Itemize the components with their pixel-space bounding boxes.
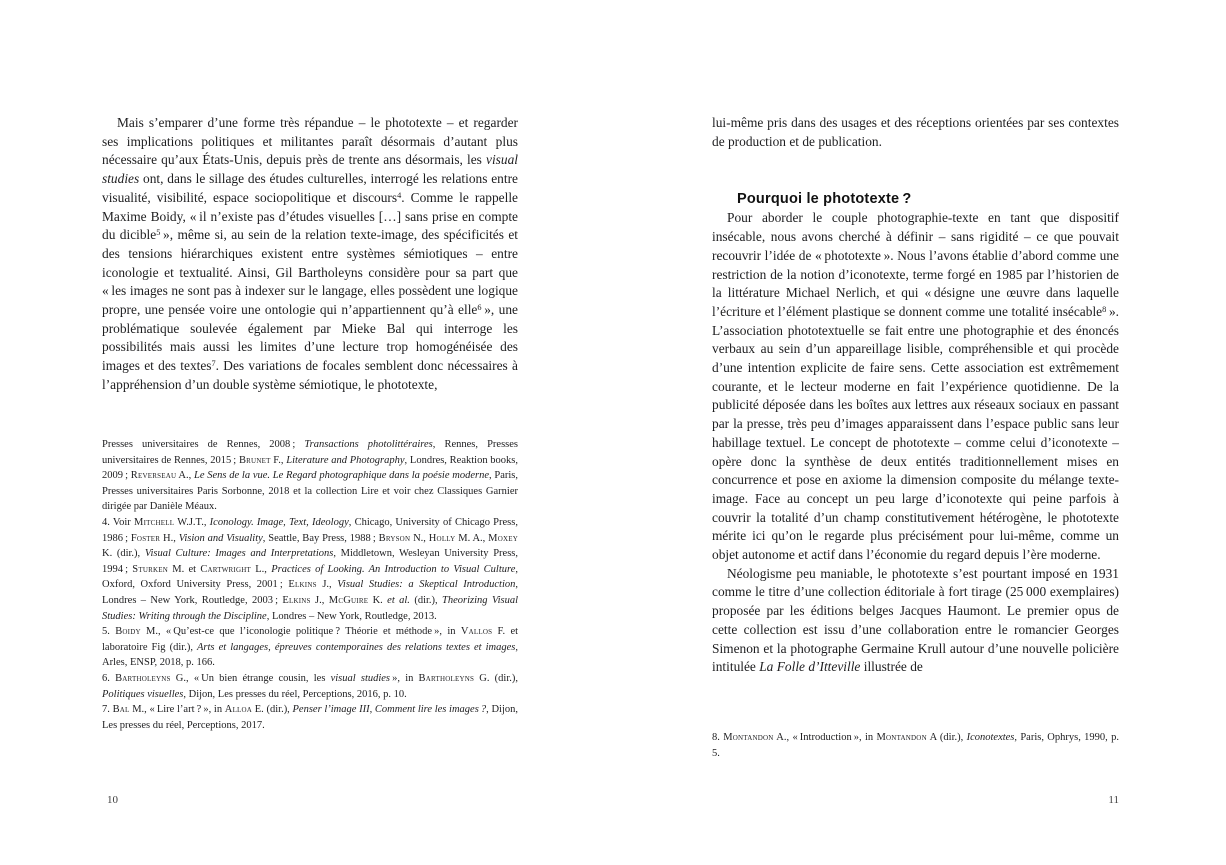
text-segment: Vallos — [460, 626, 493, 638]
footnote-4 — [102, 515, 518, 624]
text-segment: , Seattle, Bay Press, 1988 ; — [262, 532, 379, 544]
text-segment: , Paris, Presses universitaires Paris Sorbonne, 2018 et la collection Lire et voir chez Classiques Garnier dirigée par Danièle Méaux. — [102, 470, 518, 513]
text-segment: Mitchell — [134, 516, 175, 528]
right-page-body — [712, 114, 1119, 730]
text-segment: Theorizing Visual Studies: Writing through the Discipline — [102, 594, 518, 622]
text-segment: A., — [176, 470, 194, 482]
text-segment: J., — [316, 579, 338, 591]
right-page-number: 11 — [1108, 794, 1119, 806]
left-page-column — [102, 114, 518, 733]
left-page-footnotes — [102, 437, 518, 733]
text-segment: , Rennes, Presses universitaires de Rennes, 2015 ; — [102, 439, 518, 466]
text-segment: Pour aborder le couple photographie-texte en tant que dispositif insécable, nous avons cherché à définir – sans rigidité – ce que pouvait recouvrir l’idée de « phototexte ». Nous l’avons établie d’abord comme une restriction de la notion d’iconotexte, terme forgé en 1985 par l’historien de la littérature Michael Nerlich, et qui « désigne une œuvre dans laquelle l’écriture et l’élément plastique se donnent comme une totalité insécable — [712, 210, 1119, 319]
text-segment: Penser l’image III, Comment lire les images ? — [292, 704, 487, 716]
text-segment: », même si, au sein de la relation texte-image, des spécificités et des tensions hiérarchiques existent entre systèmes sémiotiques – entre iconologie et textualité. Ainsi, Gil Bartholeyns considère pour sa part que « les images ne sont pas à indexer sur le langage, elles possèdent une logique propre, une pensée voire une ontologie qui n’appartiennent qu’à elle — [102, 227, 518, 318]
footnote-7 — [102, 702, 518, 733]
text-segment: Mais s’emparer d’une forme très répandue – le phototexte – et regarder ses implications politiques et militantes paraît désormais d’autant plus nécessaire qu’aux États-Unis, depuis près de trente ans désormais, les — [102, 115, 518, 168]
text-segment: H., — [160, 532, 179, 544]
text-segment: Boidy — [115, 626, 141, 638]
text-segment: M. A., — [455, 532, 489, 544]
text-segment: G., « Un bien étrange cousin, les — [170, 672, 331, 684]
text-segment: Néologisme peu maniable, le phototexte s’est pourtant imposé en 1931 comme le titre d’une collection éditoriale à fort tirage (25 000 exemplaires) proposée par les éditions belges Jacques Haumont. Le premier opus de cette collection est issu d’une collaboration entre le romancier Georges Simenon et la photographe Germaine Krull autour d’une nouvelle policière intitulée — [712, 565, 1119, 675]
text-segment: 4 — [397, 191, 402, 201]
right-page-section-body — [712, 209, 1119, 677]
text-segment: , Londres, Reaktion books, 2009 ; — [102, 454, 519, 482]
text-segment: Montandon — [876, 732, 927, 743]
text-segment: 5. — [102, 626, 116, 638]
text-segment: Bal — [112, 704, 130, 716]
left-page-body — [102, 114, 518, 437]
text-segment: , Chicago, University of Chicago Press, 1986 ; — [102, 516, 518, 544]
text-segment: G. (dir.), — [474, 672, 519, 684]
text-segment: A (dir.), — [926, 732, 967, 743]
text-segment: Elkins — [288, 579, 317, 591]
right-page-intro — [712, 114, 1119, 151]
text-segment: ». L’association phototextuelle se fait entre une photographie et des énoncés verbaux au sein d’un appareillage lisible, compréhensible et qui procède d’une intention explicite de faire sens. Cette association est extrêmement courante, et le lecteur moderne en fait l’expérience quotidienne. De la publicité déposée dans les boîtes aux lettres aux réseaux sociaux en passant par la presse, très peu d’images apparaissent dans l’espace public sans leur habillage textuel. Le concept de phototexte – comme celui d’iconotexte – opère donc la synthèse de deux entités traditionnellement mises en concurrence et pose en axiome la dimension composite du mélange texte-image. Face au concept un peu large d’iconotexte qui peine parfois à couvrir la totalité d’un champ constitutivement hétérogène, le phototexte mérite ici qu’on le regarde plus précisément pour lui-même, comme un objet autonome et actif dans l’économie du regard depuis l’ère moderne. — [712, 303, 1119, 563]
text-segment: K. (dir.), — [102, 548, 145, 560]
text-segment: Moxey — [488, 532, 518, 544]
text-segment: Montandon — [723, 732, 774, 743]
text-segment: , Oxford, Oxford University Press, 2001 ; — [102, 563, 518, 591]
text-segment: K. — [368, 594, 388, 606]
text-segment: Literature and Photography — [286, 454, 405, 466]
text-segment: Reverseau — [130, 470, 177, 482]
text-segment: 6 — [477, 303, 482, 313]
text-segment: 6. — [102, 672, 116, 684]
text-segment: Iconology. Image, Text, Ideology — [209, 516, 349, 528]
text-segment: Presses universitaires de Rennes, 2008 ; — [102, 439, 305, 450]
text-segment: Bryson — [378, 532, 411, 544]
text-segment: Le Sens de la vue. Le Regard photographique dans la poésie moderne — [194, 470, 489, 482]
text-segment: , Londres – New York, Routledge, 2013. — [266, 610, 437, 622]
text-segment: L., — [251, 563, 272, 575]
text-segment: Arts et langages, épreuves contemporaines des relations textes et images — [197, 641, 516, 653]
text-segment: visual studies — [102, 152, 518, 187]
text-segment: W.J.T., — [174, 516, 210, 528]
footnote-8 — [712, 730, 1119, 761]
right-page-column — [712, 114, 1119, 761]
text-segment: J., — [310, 594, 329, 606]
continuation-paragraph — [712, 114, 1119, 151]
text-segment: , Arles, ENSP, 2018, p. 166. — [102, 641, 518, 669]
text-segment: . Des variations de focales semblent donc nécessaires à l’appréhension d’un double système sémiotique, le phototexte, — [102, 358, 518, 392]
section-paragraph — [712, 565, 1119, 677]
text-segment: visual studies — [330, 672, 391, 684]
main-paragraph — [102, 114, 518, 395]
text-segment: illustrée de — [860, 659, 923, 675]
right-page-footnotes — [712, 730, 1119, 761]
text-segment: 7 — [211, 359, 216, 369]
text-segment: , Paris, Ophrys, 1990, p. 5. — [712, 732, 1119, 759]
left-page-number: 10 — [107, 794, 118, 806]
text-segment: 7. — [102, 704, 113, 716]
text-segment: N., — [410, 532, 429, 544]
footnote-continuation — [102, 437, 518, 515]
text-segment: F., — [270, 454, 287, 466]
text-segment: Practices of Looking. An Introduction to Visual Culture — [271, 563, 516, 575]
text-segment: Holly — [428, 532, 456, 544]
text-segment: Elkins — [282, 594, 311, 606]
text-segment: M. et — [167, 563, 201, 575]
text-segment: M., « Qu’est-ce que l’iconologie politique ? Théorie et méthode », in — [140, 626, 461, 638]
text-segment: 8 — [1102, 305, 1107, 315]
text-segment: 8. — [712, 732, 724, 743]
text-segment: , Dijon, Les presses du réel, Perceptions, 2016, p. 10. — [183, 688, 407, 700]
text-segment: Vision and Visuality — [178, 532, 263, 544]
footnote-5 — [102, 624, 518, 671]
section-heading: Pourquoi le phototexte ? — [737, 191, 912, 208]
text-segment: et al. — [387, 594, 410, 606]
text-segment: Visual Studies: a Skeptical Introduction — [337, 579, 516, 591]
text-segment: . Comme le rappelle Maxime Boidy, « il n’existe pas d’études visuelles […] sans prise en compte du dicible — [102, 189, 518, 243]
text-segment: Politiques visuelles — [102, 688, 184, 700]
text-segment: Cartwright — [200, 563, 251, 575]
text-segment: Brunet — [238, 454, 271, 466]
text-segment: Foster — [130, 532, 161, 544]
text-segment: F. et laboratoire Fig (dir.), — [102, 626, 519, 653]
text-segment: Transactions photolittéraires — [304, 439, 433, 450]
text-segment: (dir.), — [409, 594, 443, 606]
text-segment: », une problématique soulevée également par Mieke Bal qui interroge les possibilités mais aussi les limites d’une lecture trop homogénéisée des images et des textes — [102, 302, 518, 374]
text-segment: Bartholeyns — [115, 672, 171, 684]
text-segment: lui-même pris dans des usages et des réceptions orientées par ses contextes de production et de publication. — [712, 115, 1119, 149]
text-segment: , Middletown, Wesleyan University Press, 1994 ; — [102, 548, 518, 575]
text-segment: Iconotextes — [966, 732, 1015, 743]
text-segment: 4. Voir — [102, 516, 135, 528]
section-paragraph — [712, 209, 1119, 564]
footnote-6 — [102, 671, 518, 702]
text-segment: , Londres – New York, Routledge, 2003 ; — [102, 579, 519, 606]
text-segment: Sturken — [132, 563, 168, 575]
text-segment: 5 — [156, 228, 161, 238]
text-segment: A., « Introduction », in — [773, 732, 877, 743]
text-segment: Alloa — [224, 704, 253, 716]
text-segment: McGuire — [328, 594, 369, 606]
text-segment: », in — [390, 672, 419, 684]
text-segment: , Dijon, Les presses du réel, Perceptions, 2017. — [102, 704, 519, 731]
text-segment: ont, dans le sillage des études culturelles, interrogé les relations entre visualité, visibilité, espace sociopolitique et discours — [102, 171, 518, 205]
text-segment: La Folle d’Itteville — [759, 659, 861, 675]
text-segment: Visual Culture: Images and Interpretations — [144, 548, 334, 560]
text-segment: M., « Lire l’art ? », in — [129, 704, 225, 716]
text-segment: Bartholeyns — [418, 672, 475, 684]
text-segment: E. (dir.), — [252, 704, 293, 716]
